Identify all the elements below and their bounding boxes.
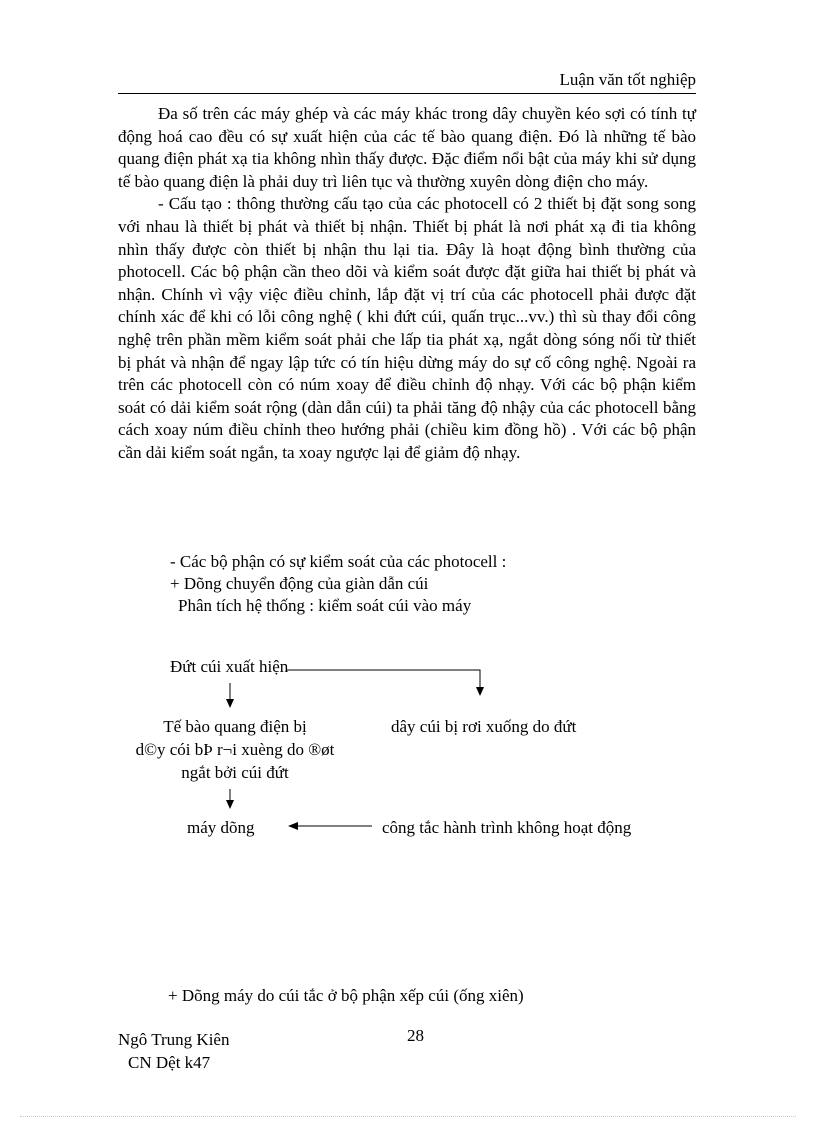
arrow-start-right	[287, 670, 480, 690]
list-item: + Dõng chuyển động của giàn dẫn cúi	[170, 574, 429, 593]
footer-author-block	[118, 1028, 229, 1074]
diagram-switch-label: công tắc hành trình không hoạt động	[382, 818, 632, 837]
footer-author: Ngô Trung Kiên	[118, 1030, 230, 1049]
page-bottom-border	[20, 1116, 796, 1117]
page-header-title: Luận văn tốt nghiệp	[559, 70, 696, 89]
diagram-left-line-2: d©y cói bÞ r¬i xuèng do ®øt	[135, 740, 335, 759]
diagram-right-label: dây cúi bị rơi xuống do đứt	[391, 717, 577, 736]
arrow-head	[226, 800, 234, 809]
diagram-left-line-1: Tế bào quang điện bị	[163, 717, 307, 736]
arrow-head	[226, 699, 234, 708]
arrow-head	[288, 822, 298, 830]
closing-line: + Dõng máy do cúi tắc ở bộ phận xếp cúi (ống xiên)	[168, 986, 524, 1005]
list-item: - Các bộ phận có sự kiểm soát của các photocell :	[170, 552, 507, 571]
footer-class: CN Dệt k47	[128, 1053, 211, 1072]
page-number: 28	[407, 1026, 424, 1045]
list-item: Phân tích hệ thống : kiểm soát cúi vào máy	[178, 596, 472, 615]
arrow-head	[476, 687, 484, 696]
diagram-left-line-3: ngắt bởi cúi đứt	[181, 763, 289, 782]
paragraph-1: Đa số trên các máy ghép và các máy khác trong dây chuyền kéo sợi có tính tự động hoá cao đều có sự xuất hiện của các tế bào quang điện. Đó là những tế bào quang điện phát xạ tia không nhìn thấy được. Đặc điểm nổi bật của máy khi sử dụng tế bào quang điện là phải duy trì liên tục và thường xuyên dòng điện cho máy.	[118, 104, 696, 191]
diagram-start-label: Đứt cúi xuất hiện	[170, 657, 289, 676]
diagram-stop-label: máy dõng	[187, 818, 255, 837]
paragraph-2: - Cấu tạo : thông thường cấu tạo của các photocell có 2 thiết bị đặt song song với nhau là thiết bị phát và thiết bị nhận. Thiết bị phát là nơi phát xạ đi tia không nhìn thấy được còn thiết bị nhận thu lại tia. Đây là hoạt động bình thường của photocell. Các bộ phận cần theo dõi và kiểm soát được đặt giữa hai thiết bị phát và nhận. Chính vì vậy việc điều chỉnh, lắp đặt vị trí của các photocell phải được đặt chính xác để khi có lỗi công nghệ ( khi đứt cúi, quấn trục...vv.) thì sù thay đổi công nghệ trên phần mềm kiểm soát phải che lấp tia phát xạ, ngắt dòng sóng nối từ thiết bị phát và nhận để ngay lập tức có tín hiệu dừng máy do sự cố công nghệ. Ngoài ra trên các photocell còn có núm xoay để điều chỉnh độ nhạy. Với các bộ phận kiểm soát có dải kiểm soát rộng (dàn dẫn cúi) ta phải tăng độ nhậy của các photocell bằng cách xoay núm điều chỉnh theo hướng phải (chiều kim đồng hồ) . Với các bộ phận cần dải kiểm soát ngắn, ta xoay ngược lại để giảm độ nhạy.	[118, 194, 696, 462]
